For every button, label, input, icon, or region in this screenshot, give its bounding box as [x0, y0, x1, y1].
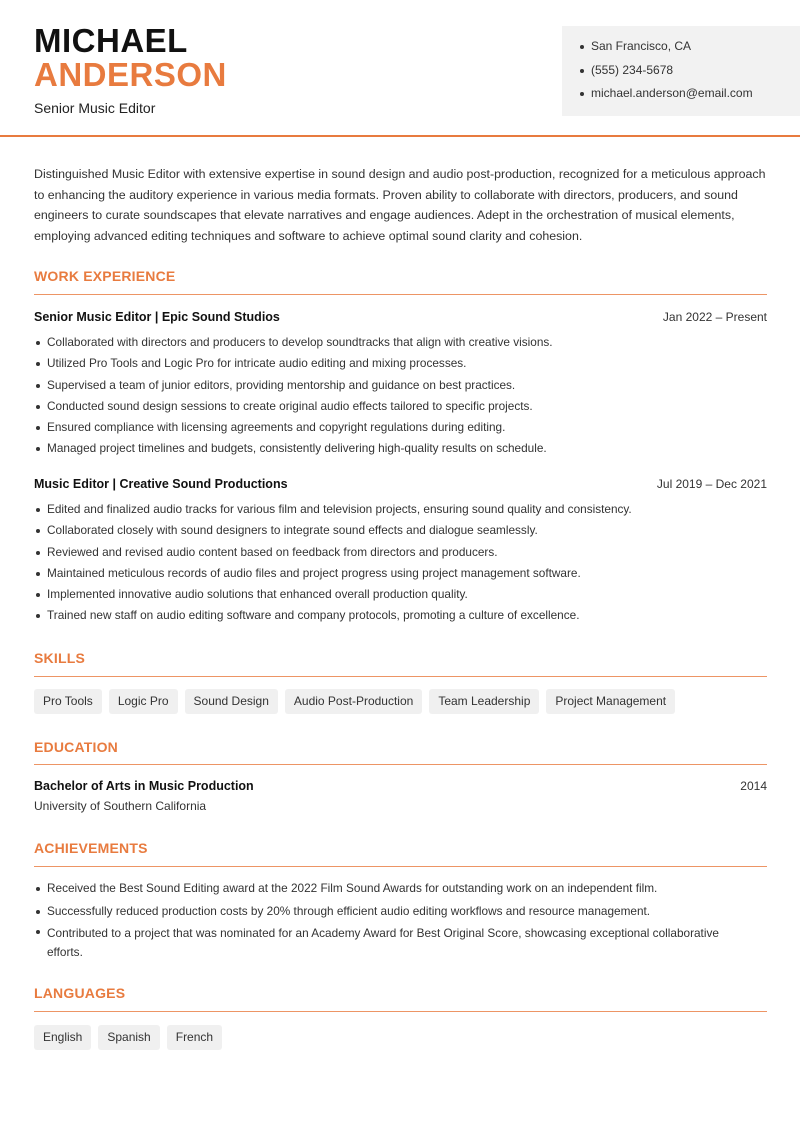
skill-chip: Sound Design — [185, 689, 278, 714]
section-title-skills: SKILLS — [34, 650, 85, 666]
last-name: ANDERSON — [34, 56, 227, 93]
list-item: Utilized Pro Tools and Logic Pro for intricate audio editing and mixing processes. — [34, 356, 767, 371]
list-item: Contributed to a project that was nominated for an Academy Award for Best Original Score, showcasing exceptional collaborative efforts. — [34, 924, 739, 961]
section-title-achievements: ACHIEVEMENTS — [34, 840, 148, 856]
list-item: Ensured compliance with licensing agreements and copyright regulations during editing. — [34, 420, 767, 435]
section-title-work: WORK EXPERIENCE — [34, 268, 176, 284]
education-row — [34, 779, 767, 793]
job-header-1 — [34, 310, 767, 324]
job-header-2 — [34, 477, 767, 491]
list-item: Maintained meticulous records of audio files and project progress using project management software. — [34, 566, 767, 581]
job-role: Music Editor | Creative Sound Productions — [34, 477, 288, 491]
list-item: Successfully reduced production costs by 20% through efficient audio editing workflows and resource management. — [34, 904, 739, 919]
job-dates: Jan 2022 – Present — [662, 310, 767, 324]
job-dates: Jul 2019 – Dec 2021 — [656, 477, 767, 491]
list-item: Reviewed and revised audio content based on feedback from directors and producers. — [34, 545, 767, 560]
section-divider — [34, 866, 767, 867]
job-role: Senior Music Editor | Epic Sound Studios — [34, 310, 280, 324]
list-item: Received the Best Sound Editing award at the 2022 Film Sound Awards for outstanding work on an independent film. — [34, 881, 739, 896]
list-item: Edited and finalized audio tracks for various film and television projects, ensuring sound quality and consistency. — [34, 502, 767, 517]
list-item: Collaborated closely with sound designers to integrate sound effects and dialogue seamlessly. — [34, 523, 767, 538]
section-divider — [34, 764, 767, 765]
contact-box — [562, 26, 800, 116]
skill-chip: Project Management — [546, 689, 675, 714]
school-name: University of Southern California — [34, 799, 207, 813]
bullet-icon — [580, 69, 584, 73]
skill-chip: Audio Post-Production — [285, 689, 422, 714]
graduation-year: 2014 — [740, 779, 767, 793]
skill-chip: Team Leadership — [429, 689, 539, 714]
language-chip: French — [167, 1025, 222, 1050]
list-item: Implemented innovative audio solutions that enhanced overall production quality. — [34, 587, 767, 602]
list-item: Managed project timelines and budgets, consistently delivering high-quality results on schedule. — [34, 441, 767, 456]
contact-email — [580, 85, 782, 109]
job-title: Senior Music Editor — [34, 100, 156, 116]
job-bullets-2 — [34, 502, 767, 623]
first-name: MICHAEL — [34, 22, 188, 59]
skill-chip: Logic Pro — [109, 689, 178, 714]
professional-summary: Distinguished Music Editor with extensive expertise in sound design and audio post-production, recognized for a meticulous approach to enhancing the auditory experience in various media formats. Proven ability to collaborate with directors, producers, and sound engineers to curate soundscapes that elevate narratives and engage audiences. Adept in the orchestration of musical elements, employing advanced editing techniques and software to achieve optimal sound clarity and cohesion. — [34, 167, 766, 243]
section-title-education: EDUCATION — [34, 739, 118, 755]
degree: Bachelor of Arts in Music Production — [34, 779, 254, 793]
bullet-icon — [580, 92, 584, 96]
contact-location — [580, 38, 782, 62]
phone-text: (555) 234-5678 — [591, 62, 674, 77]
achievements-list — [34, 881, 739, 961]
language-chip: Spanish — [98, 1025, 159, 1050]
section-divider — [34, 676, 767, 677]
location-text: San Francisco, CA — [591, 39, 692, 53]
section-title-languages: LANGUAGES — [34, 985, 126, 1001]
contact-phone — [580, 62, 782, 86]
bullet-icon — [580, 45, 584, 49]
section-divider — [34, 294, 767, 295]
section-divider — [34, 1011, 767, 1012]
job-bullets-1 — [34, 335, 767, 456]
language-chip: English — [34, 1025, 91, 1050]
list-item: Collaborated with directors and producers to develop soundtracks that align with creative visions. — [34, 335, 767, 350]
languages-list — [34, 1025, 222, 1050]
resume-header — [0, 0, 800, 137]
skill-chip: Pro Tools — [34, 689, 102, 714]
email-text: michael.anderson@email.com — [591, 86, 753, 100]
list-item: Trained new staff on audio editing software and company protocols, promoting a culture of excellence. — [34, 608, 767, 623]
list-item: Supervised a team of junior editors, providing mentorship and guidance on best practices. — [34, 378, 767, 393]
list-item: Conducted sound design sessions to create original audio effects tailored to specific projects. — [34, 399, 767, 414]
skills-list — [34, 689, 675, 714]
